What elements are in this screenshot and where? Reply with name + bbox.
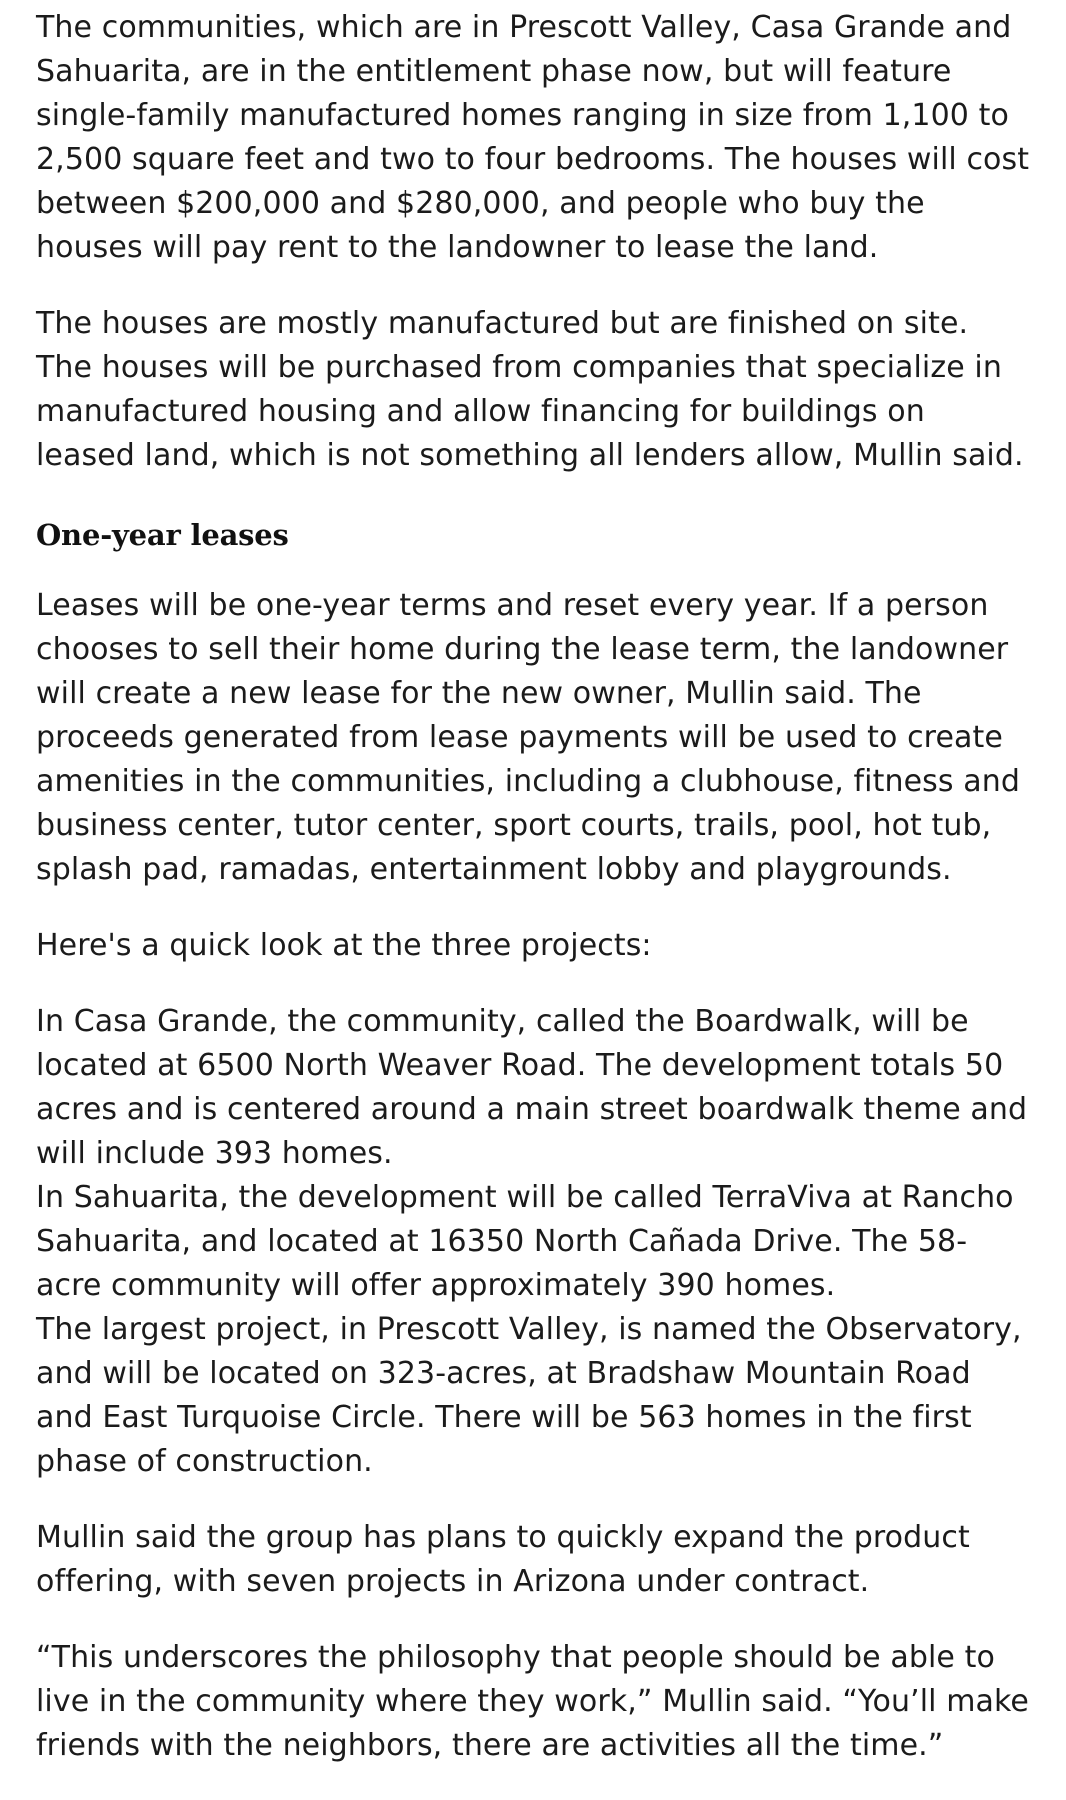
article-paragraph: Mullin said the group has plans to quickly expand the product offering, with seven projects in Arizona under contract. [36, 1520, 970, 1599]
article-paragraph: The houses are mostly manufactured but are finished on site. The houses will be purchased from companies that specialize in manufactured housing and allow financing for buildings on leased land, which is not something all lenders allow, Mullin said. [36, 306, 1024, 473]
project-list-item: In Sahuarita, the development will be called TerraViva at Rancho Sahuarita, and located at 16350 North Cañada Drive. The 58-acre community will offer approximately 390 homes. [36, 1180, 1014, 1303]
project-list [36, 1000, 1032, 1484]
section-heading: One-year leases [36, 518, 289, 552]
project-list-item: The largest project, in Prescott Valley, is named the Observatory, and will be located on 323-acres, at Bradshaw Mountain Road and East Turquoise Circle. There will be 563 homes in the first phase of construction. [36, 1312, 1022, 1479]
article-paragraph: Leases will be one-year terms and reset every year. If a person chooses to sell their home during the lease term, the landowner will create a new lease for the new owner, Mullin said. The proceeds generated from lease payments will be used to create amenities in the communities, including a clubhouse, fitness and business center, tutor center, sport courts, trails, pool, hot tub, splash pad, ramadas, entertainment lobby and playgrounds. [36, 588, 1020, 887]
article-paragraph: Here's a quick look at the three projects: [36, 928, 652, 963]
article-paragraph: The communities, which are in Prescott Valley, Casa Grande and Sahuarita, are in the entitlement phase now, but will feature single-family manufactured homes ranging in size from 1,100 to 2,500 square feet and two to four bedrooms. The houses will cost between $200,000 and $280,000, and people who buy the houses will pay rent to the landowner to lease the land. [36, 10, 1030, 265]
article-paragraph: “This underscores the philosophy that people should be able to live in the community where they work,” Mullin said. “You’ll make friends with the neighbors, there are activities all the time.” [36, 1640, 1029, 1763]
project-list-item: In Casa Grande, the community, called the Boardwalk, will be located at 6500 North Weaver Road. The development totals 50 acres and is centered around a main street boardwalk theme and will include 393 homes. [36, 1004, 1028, 1171]
